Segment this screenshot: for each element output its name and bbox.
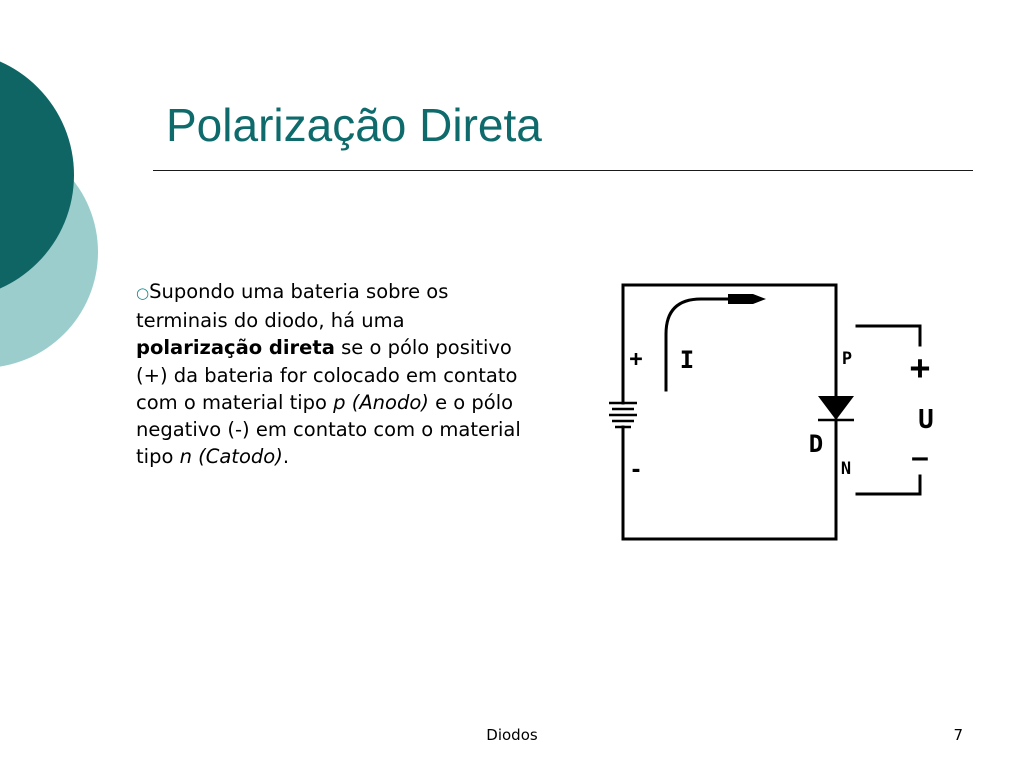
n-terminal-label: N [840,459,852,479]
text-part-1: Supondo uma bateria sobre os terminais do diodo, há uma [136,280,449,333]
text-cathode: n (Catodo) [179,445,283,469]
voltage-plus-label: + [909,348,931,388]
p-terminal-label: P [841,349,853,369]
text-part-7: . [282,445,290,469]
voltage-minus-label: — [912,443,928,473]
title-divider [153,170,973,171]
voltage-bracket-top [857,326,920,345]
current-label: I [679,346,695,374]
text-anode: p (Anodo) [333,390,429,414]
footer-title: Diodos [486,726,538,744]
text-part-5: e o pólo negativo (-) em contato com o material tipo [136,390,521,469]
voltage-bracket-bottom [857,476,920,494]
battery-minus-label: - [629,458,643,483]
slide-title: Polarização Direta [166,99,542,151]
text-bold-term: polarização direta [136,336,335,360]
voltage-label: U [918,405,934,435]
page-number: 7 [953,726,963,744]
diode-triangle [818,396,854,420]
battery-plus-label: + [629,347,643,372]
current-arrowhead [728,294,766,304]
circuit-diagram [598,276,944,548]
body-paragraph [136,278,521,470]
current-arrow-curve [666,299,732,390]
bullet-icon: ○ [136,284,150,302]
decorative-circles [0,0,110,420]
diode-label: D [808,430,824,458]
text-part-3: se o pólo positivo (+) da bateria for colocado em contato com o material tipo [136,336,518,414]
